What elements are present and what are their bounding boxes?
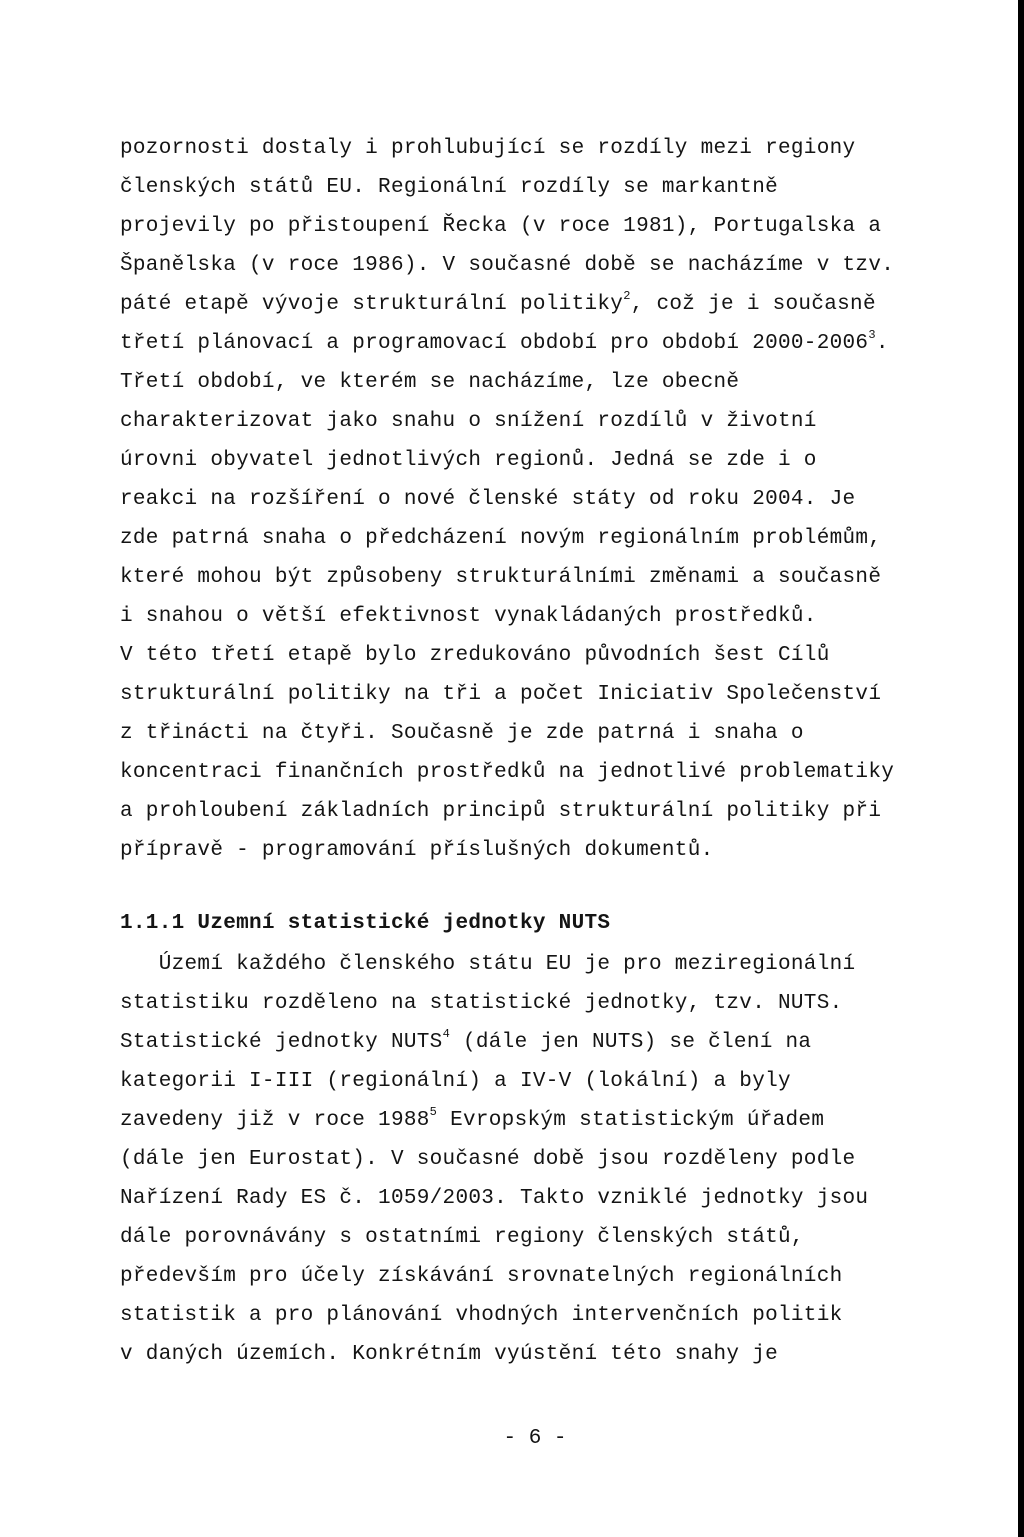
paragraph-line: v daných územích. Konkrétním vyústění této snahy je (120, 1343, 779, 1366)
text-segment: Evropským statistickým úřadem (437, 1109, 825, 1132)
text-segment: Statistické jednotky NUTS (120, 1031, 443, 1054)
text-segment: (dále jen NUTS) se člení na (450, 1031, 812, 1054)
paragraph-line: Území každého členského státu EU je pro meziregionální (120, 953, 856, 976)
paragraph-line (120, 328, 889, 356)
footnote-ref: 4 (442, 1027, 451, 1041)
paragraph-line (120, 289, 876, 317)
text-segment: páté etapě vývoje strukturální politiky (120, 293, 624, 316)
paragraph-line (120, 1105, 825, 1133)
paragraph-line: kategorii I-III (regionální) a IV-V (lokální) a byly (120, 1070, 791, 1093)
paragraph-line: Třetí období, ve kterém se nacházíme, lze obecně (120, 371, 740, 394)
paragraph-line: přípravě - programování příslušných dokumentů. (120, 839, 714, 862)
paragraph-line: z třinácti na čtyři. Současně je zde patrná i snaha o (120, 722, 804, 745)
paragraph-line: reakci na rozšíření o nové členské státy od roku 2004. Je (120, 488, 856, 511)
footnote-ref: 5 (429, 1105, 438, 1119)
paragraph-line: projevily po přistoupení Řecka (v roce 1981), Portugalska a (120, 215, 882, 238)
paragraph-line: koncentraci finančních prostředků na jednotlivé problematiky (120, 761, 895, 784)
paragraph-line: pozornosti dostaly i prohlubující se rozdíly mezi regiony (120, 137, 856, 160)
paragraph-line: které mohou být způsobeny strukturálními změnami a současně (120, 566, 882, 589)
paragraph-line: zde patrná snaha o předcházení novým regionálním problémům, (120, 527, 882, 550)
paragraph-line: strukturální politiky na tři a počet Iniciativ Společenství (120, 683, 882, 706)
paragraph-line: (dále jen Eurostat). V současné době jsou rozděleny podle (120, 1148, 856, 1171)
text-segment: třetí plánovací a programovací období pro období 2000-2006 (120, 332, 869, 355)
paragraph-line: úrovni obyvatel jednotlivých regionů. Jedná se zde i o (120, 449, 817, 472)
text-segment: , což je i současně (630, 293, 876, 316)
section-heading: 1.1.1 Uzemní statistické jednotky NUTS (120, 912, 611, 935)
paragraph-line: především pro účely získávání srovnatelných regionálních (120, 1265, 843, 1288)
text-segment: zavedeny již v roce 1988 (120, 1109, 430, 1132)
scan-edge-border (1018, 0, 1024, 1537)
paragraph-line: Španělska (v roce 1986). V současné době se nacházíme v tzv. (120, 254, 895, 277)
text-segment: . (875, 332, 889, 355)
paragraph-line: dále porovnávány s ostatními regiony členských států, (120, 1226, 804, 1249)
paragraph-line: a prohloubení základních principů strukturální politiky při (120, 800, 882, 823)
page-number: - 6 - (503, 1427, 567, 1450)
paragraph-line (120, 1027, 812, 1055)
paragraph-line: charakterizovat jako snahu o snížení rozdílů v životní (120, 410, 817, 433)
paragraph-line: V této třetí etapě bylo zredukováno původních šest Cílů (120, 644, 830, 667)
paragraph-line: Nařízení Rady ES č. 1059/2003. Takto vzniklé jednotky jsou (120, 1187, 869, 1210)
paragraph-line: statistiku rozděleno na statistické jednotky, tzv. NUTS. (120, 992, 843, 1015)
paragraph-line: členských států EU. Regionální rozdíly se markantně (120, 176, 779, 199)
paragraph-line: i snahou o větší efektivnost vynakládaných prostředků. (120, 605, 817, 628)
paragraph-line: statistik a pro plánování vhodných intervenčních politik (120, 1304, 843, 1327)
footnote-ref: 3 (868, 328, 876, 342)
footnote-ref: 2 (623, 289, 631, 303)
